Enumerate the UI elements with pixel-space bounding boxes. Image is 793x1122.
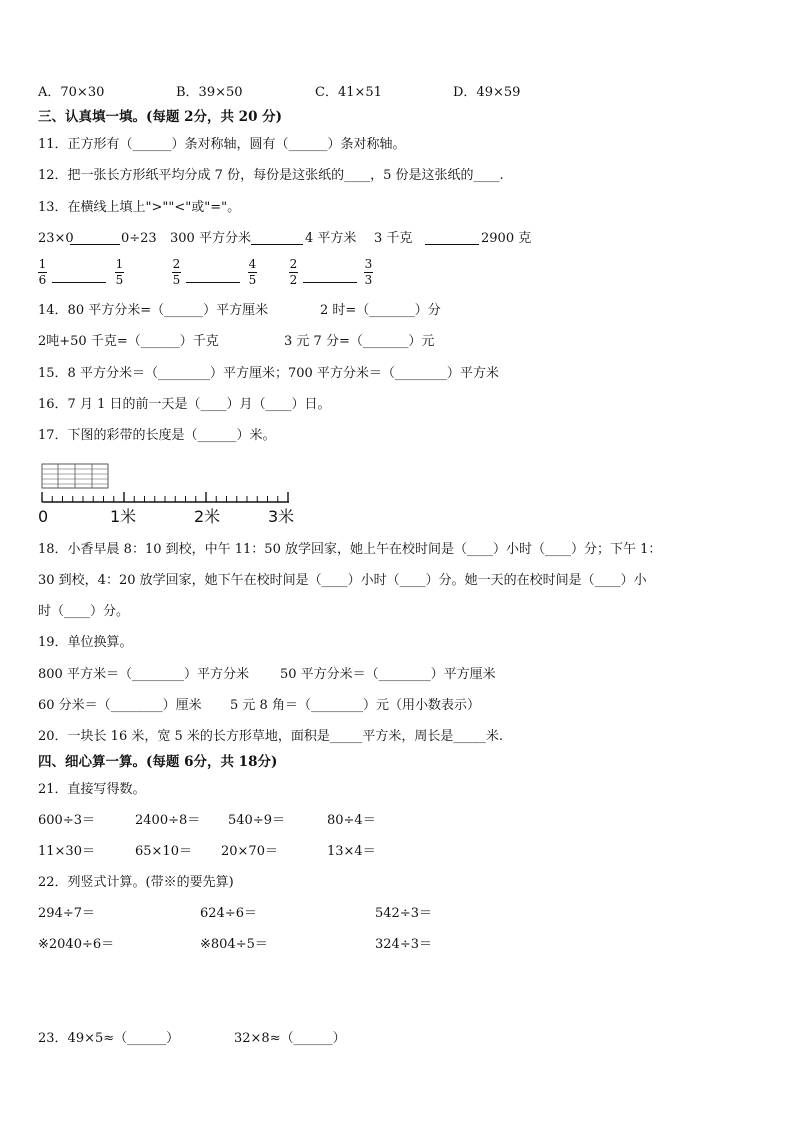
question-19c: 60 分米＝（________）厘米 <box>38 698 202 713</box>
choice-c: C．41×51 <box>315 85 382 100</box>
question-14b: 2 时=（_______）分 <box>320 303 441 318</box>
answer-blank <box>70 244 120 245</box>
answer-blank <box>52 282 106 283</box>
section3-heading: 三、认真填一填。(每题 2分，共 20 分) <box>38 109 283 125</box>
question-23b: 32×8≈（______） <box>234 1031 346 1046</box>
q22-item: ※804÷5＝ <box>200 937 268 952</box>
q22-item: 624÷6＝ <box>200 906 257 921</box>
question-18-line1: 18．小香早晨 8：10 到校，中午 11：50 放学回家，她上午在校时间是（____）小时（____）分；下午 1： <box>38 542 662 557</box>
q21-item: 13×4＝ <box>327 844 376 859</box>
q21-item: 2400÷8＝ <box>135 813 201 828</box>
section4-heading: 四、细心算一算。(每题 6分，共 18分) <box>38 754 278 770</box>
fraction: 2 5 <box>172 257 181 287</box>
question-21-stem: 21．直接写得数。 <box>38 782 146 797</box>
q21-item: 540÷9＝ <box>228 813 285 828</box>
choice-b: B．39×50 <box>176 85 243 100</box>
question-23a: 23．49×5≈（______） <box>38 1031 180 1046</box>
fraction: 1 6 <box>38 257 47 287</box>
ruler-label-1m: 1米 <box>110 507 137 526</box>
question-14c: 2吨+50 千克=（______）千克 <box>38 334 219 349</box>
question-13-stem: 13．在横线上填上">""<"或"="。 <box>38 200 241 215</box>
question-15: 15．8 平方分米＝（________）平方厘米；700 平方分米＝（________）平方米 <box>38 366 499 381</box>
question-19a: 800 平方米＝（________）平方分米 <box>38 667 249 682</box>
question-12: 12．把一张长方形纸平均分成 7 份，每份是这张纸的____，5 份是这张纸的____. <box>38 168 504 183</box>
q21-item: 20×70＝ <box>221 844 278 859</box>
question-14d: 3 元 7 分=（_______）元 <box>284 334 435 349</box>
choice-a: A．70×30 <box>38 85 105 100</box>
answer-blank <box>251 244 303 245</box>
question-18-line2: 30 到校，4：20 放学回家，她下午在校时间是（____）小时（____）分。她一天的在校时间是（____）小 <box>38 573 647 588</box>
question-19-stem: 19．单位换算。 <box>38 635 133 650</box>
question-14a: 14．80 平方分米=（______）平方厘米 <box>38 303 269 318</box>
q13-item: 0÷23 <box>121 231 157 246</box>
fraction: 1 5 <box>115 257 124 287</box>
question-19b: 50 平方分米＝（________）平方厘米 <box>280 667 496 682</box>
fraction: 4 5 <box>248 257 257 287</box>
ruler-ticks <box>42 492 288 502</box>
q21-item: 11×30＝ <box>38 844 95 859</box>
q22-item: ※2040÷6＝ <box>38 937 115 952</box>
answer-blank <box>303 282 357 283</box>
ruler-label-2m: 2米 <box>194 507 221 526</box>
q13-item: 300 平方分米 <box>170 231 251 246</box>
q13-item: 4 平方米 <box>305 231 357 246</box>
q22-item: 542÷3＝ <box>375 906 432 921</box>
ruler-label-0: 0 <box>38 507 49 526</box>
choice-d: D．49×59 <box>453 85 521 100</box>
q21-item: 600÷3＝ <box>38 813 95 828</box>
answer-blank <box>186 282 240 283</box>
question-19d: 5 元 8 角＝（________）元（用小数表示） <box>230 698 480 713</box>
ruler-label-3m: 3米 <box>268 507 295 526</box>
q13-item: 2900 克 <box>481 231 532 246</box>
question-18-line3: 时（____）分。 <box>38 604 130 619</box>
ribbon <box>42 464 108 488</box>
question-17-stem: 17．下图的彩带的长度是（______）米。 <box>38 428 276 443</box>
question-11: 11．正方形有（______）条对称轴，圆有（______）条对称轴。 <box>38 137 406 152</box>
q21-item: 80÷4＝ <box>327 813 376 828</box>
q13-item: 23×0 <box>38 231 74 246</box>
question-20: 20．一块长 16 米，宽 5 米的长方形草地，面积是_____平方米，周长是_____米. <box>38 729 504 744</box>
ribbon-ruler-figure <box>36 460 306 530</box>
q13-item: 3 千克 <box>374 231 413 246</box>
fraction: 3 3 <box>364 257 373 287</box>
fraction: 2 2 <box>289 257 298 287</box>
q21-item: 65×10＝ <box>135 844 192 859</box>
q22-item: 324÷3＝ <box>375 937 432 952</box>
question-16: 16．7 月 1 日的前一天是（____）月（____）日。 <box>38 397 331 412</box>
question-22-stem: 22．列竖式计算。(带※的要先算) <box>38 875 234 890</box>
q22-item: 294÷7＝ <box>38 906 95 921</box>
answer-blank <box>425 244 479 245</box>
